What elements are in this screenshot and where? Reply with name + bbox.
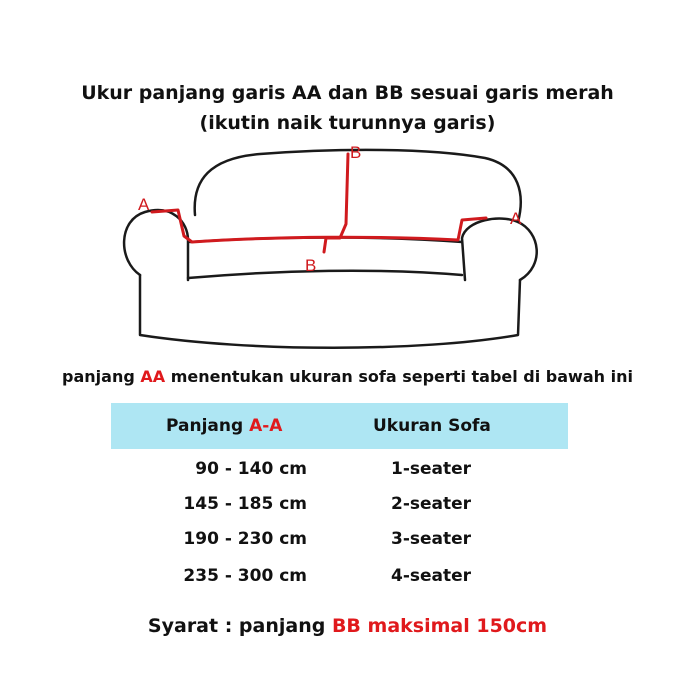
table-row [111, 561, 568, 591]
header-length [166, 415, 282, 437]
table-row [111, 454, 568, 484]
row-size: 1-seater [391, 459, 472, 479]
sofa-measurement-diagram [100, 140, 580, 360]
requirement-highlight: BB maksimal 150cm [331, 615, 548, 637]
row-length: 90 - 140 cm [195, 459, 307, 479]
label-b-bottom: B [305, 256, 317, 275]
row-size: 4-seater [391, 566, 472, 586]
instruction-heading: Ukur panjang garis AA dan BB sesuai garis merah [81, 82, 614, 104]
label-a-left: A [138, 195, 150, 214]
sofa-right-arm [462, 219, 537, 280]
row-length: 190 - 230 cm [183, 529, 307, 549]
label-b-top: B [350, 143, 362, 162]
sofa-base [140, 275, 520, 348]
line-aa [152, 210, 486, 242]
intro-highlight-aa: AA [140, 367, 166, 386]
header-length-highlight: A-A [249, 416, 283, 436]
intro-text [0, 364, 695, 390]
table-row [111, 524, 568, 554]
intro-before: panjang [62, 367, 141, 386]
requirement-note [0, 612, 695, 640]
intro-after: menentukan ukuran sofa seperti tabel di bawah ini [165, 367, 633, 386]
row-length: 145 - 185 cm [183, 494, 307, 514]
label-a-right: A [510, 209, 522, 228]
row-length: 235 - 300 cm [183, 566, 307, 586]
table-row [111, 489, 568, 519]
sofa-seat-front [188, 271, 462, 278]
header-length-prefix: Panjang [166, 416, 250, 436]
row-size: 2-seater [391, 494, 472, 514]
size-table-header [111, 403, 568, 449]
header-sofa-size: Ukuran Sofa [373, 416, 491, 436]
sofa-left-arm [124, 210, 188, 280]
requirement-before: Syarat : panjang [147, 615, 332, 637]
row-size: 3-seater [391, 529, 472, 549]
instruction-subheading: (ikutin naik turunnya garis) [199, 112, 496, 134]
